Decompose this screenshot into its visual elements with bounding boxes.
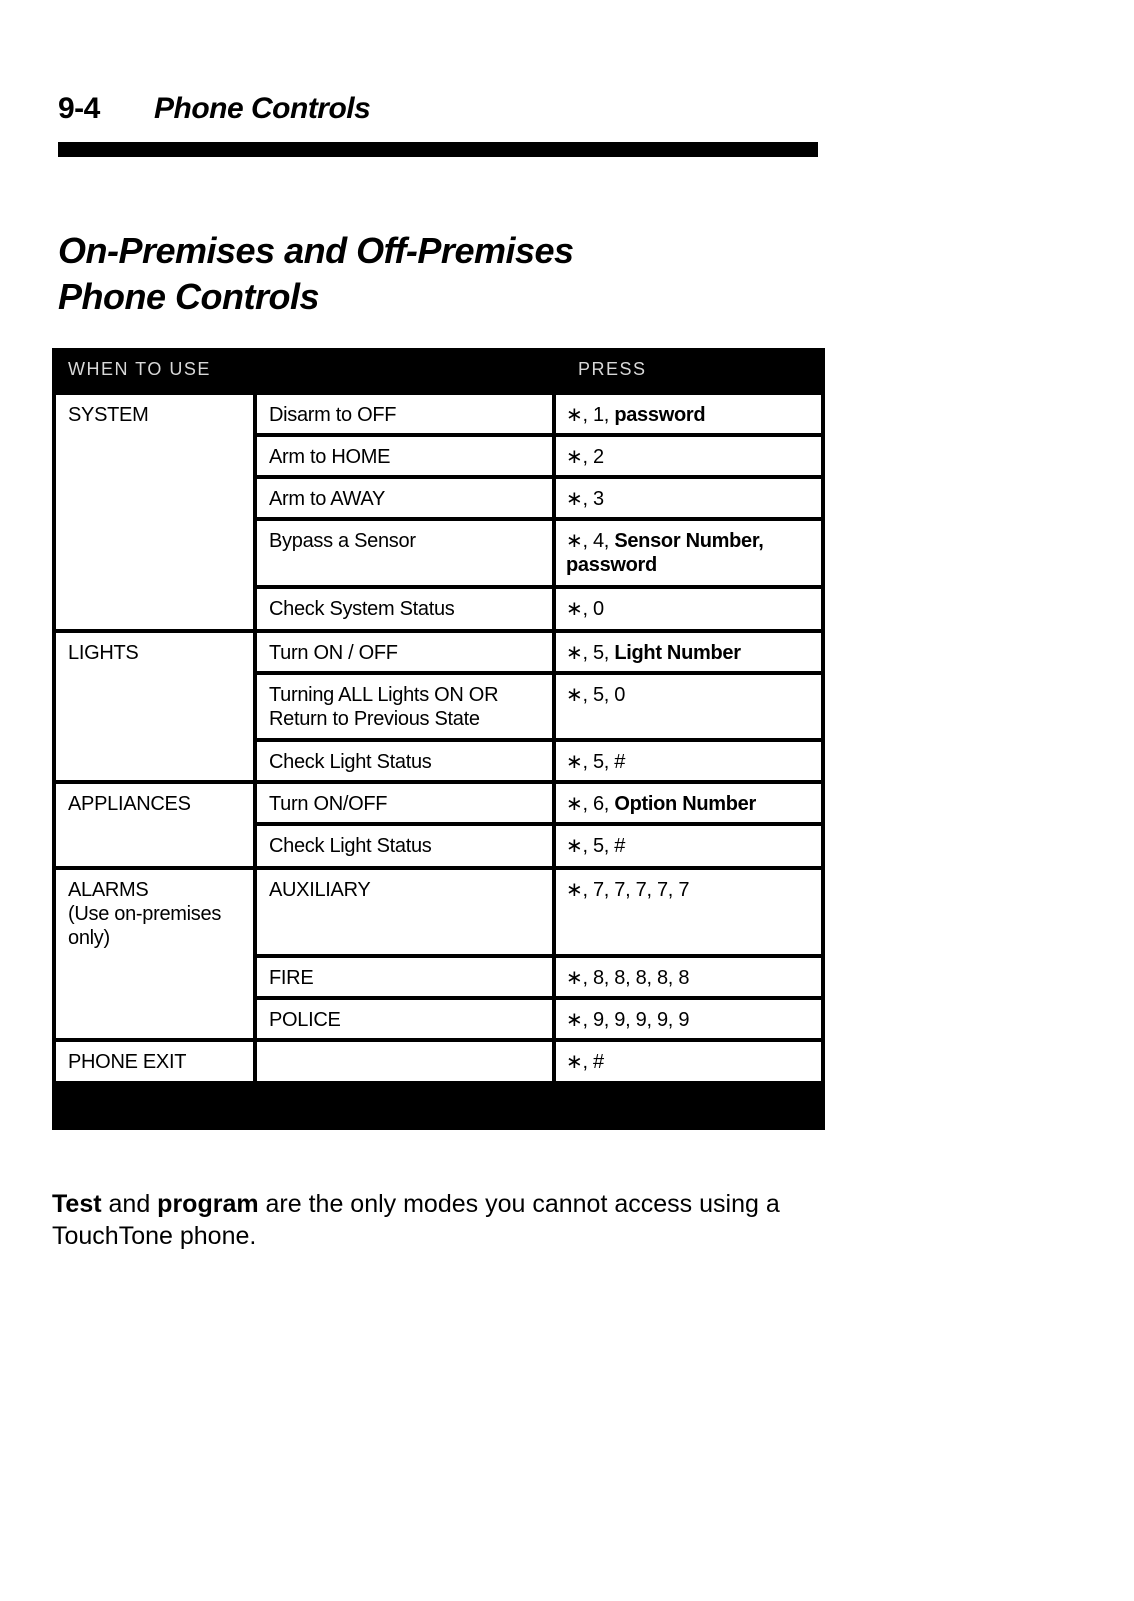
press-cell xyxy=(556,675,821,738)
press-keys: ∗, 4, xyxy=(566,530,615,552)
press-keys: ∗, 6, xyxy=(566,793,615,815)
press-keys: ∗, 5, 0 xyxy=(566,684,626,706)
footer-text-2: are the only modes you cannot access using a TouchTone phone. xyxy=(52,1190,780,1250)
press-cell xyxy=(556,1000,821,1038)
press-keys: ∗, 0 xyxy=(566,598,604,620)
action-text: Arm to AWAY xyxy=(269,488,385,510)
action-text: Bypass a Sensor xyxy=(269,530,416,552)
action-cell xyxy=(257,958,552,996)
table-header xyxy=(52,348,825,392)
section-title xyxy=(58,228,574,320)
action-text: Check System Status xyxy=(269,598,455,620)
page-number: 9-4 xyxy=(58,92,100,125)
action-cell xyxy=(257,633,552,671)
group-label-text: APPLIANCES xyxy=(68,793,191,815)
header-when-to-use: WHEN TO USE xyxy=(68,359,211,379)
press-cell xyxy=(556,1042,821,1081)
section-title-line-2: Phone Controls xyxy=(58,276,319,317)
press-keys: ∗, 2 xyxy=(566,446,604,468)
footer-note xyxy=(52,1188,812,1252)
press-keys: ∗, 5, # xyxy=(566,751,626,773)
action-text: AUXILIARY xyxy=(269,879,371,901)
action-cell xyxy=(257,479,552,517)
press-cell xyxy=(556,479,821,517)
group-label-text: PHONE EXIT xyxy=(68,1051,187,1073)
press-keys: ∗, 7, 7, 7, 7, 7 xyxy=(566,879,690,901)
group-label-alarms xyxy=(56,870,253,1038)
action-cell xyxy=(257,1042,552,1081)
action-text: FIRE xyxy=(269,967,314,989)
action-cell xyxy=(257,589,552,629)
action-text: Check Light Status xyxy=(269,835,432,857)
action-cell xyxy=(257,437,552,475)
press-bold: Option Number xyxy=(614,793,756,815)
action-cell xyxy=(257,870,552,954)
press-keys: ∗, # xyxy=(566,1051,604,1073)
chapter-title: Phone Controls xyxy=(154,92,371,125)
header-press: PRESS xyxy=(578,359,647,379)
group-label-text: SYSTEM xyxy=(68,404,149,426)
group-label-text: ALARMS xyxy=(68,879,149,901)
press-keys: ∗, 1, xyxy=(566,404,615,426)
press-cell xyxy=(556,437,821,475)
press-keys: ∗, 5, xyxy=(566,642,615,664)
press-cell xyxy=(556,589,821,629)
press-keys: ∗, 8, 8, 8, 8, 8 xyxy=(566,967,690,989)
action-text: POLICE xyxy=(269,1009,341,1031)
action-cell xyxy=(257,826,552,866)
footer-text-1: and xyxy=(101,1190,158,1218)
action-cell xyxy=(257,675,552,738)
press-keys: ∗, 9, 9, 9, 9, 9 xyxy=(566,1009,690,1031)
section-title-line-1: On-Premises and Off-Premises xyxy=(58,230,574,271)
press-keys: ∗, 5, # xyxy=(566,835,626,857)
press-bold: password xyxy=(614,404,706,426)
group-label-text: LIGHTS xyxy=(68,642,139,664)
phone-controls-table xyxy=(52,348,825,1130)
group-sublabel-text: (Use on-premises only) xyxy=(68,903,222,949)
action-text: Turn ON/OFF xyxy=(269,793,388,815)
group-label-system xyxy=(56,395,253,629)
action-text: Arm to HOME xyxy=(269,446,391,468)
group-label-phone-exit xyxy=(56,1042,253,1081)
action-cell xyxy=(257,395,552,433)
press-cell xyxy=(556,826,821,866)
action-cell xyxy=(257,742,552,780)
press-bold: Light Number xyxy=(614,642,741,664)
action-cell xyxy=(257,784,552,822)
press-cell xyxy=(556,395,821,433)
footer-bold-program: program xyxy=(157,1190,259,1218)
header-rule xyxy=(58,142,818,157)
action-cell xyxy=(257,1000,552,1038)
group-label-appliances xyxy=(56,784,253,866)
action-text: Turning ALL Lights ON OR Return to Previous State xyxy=(269,684,499,730)
press-cell xyxy=(556,742,821,780)
action-text: Check Light Status xyxy=(269,751,432,773)
press-bold: Sensor Number, password xyxy=(566,530,764,576)
press-cell xyxy=(556,958,821,996)
action-text: Disarm to OFF xyxy=(269,404,397,426)
action-cell xyxy=(257,521,552,585)
page-header xyxy=(58,92,370,126)
action-text: Turn ON / OFF xyxy=(269,642,398,664)
press-cell xyxy=(556,521,821,585)
press-keys: ∗, 3 xyxy=(566,488,604,510)
press-cell xyxy=(556,784,821,822)
group-label-lights xyxy=(56,633,253,780)
press-cell xyxy=(556,633,821,671)
press-cell xyxy=(556,870,821,954)
footer-bold-test: Test xyxy=(52,1190,102,1218)
